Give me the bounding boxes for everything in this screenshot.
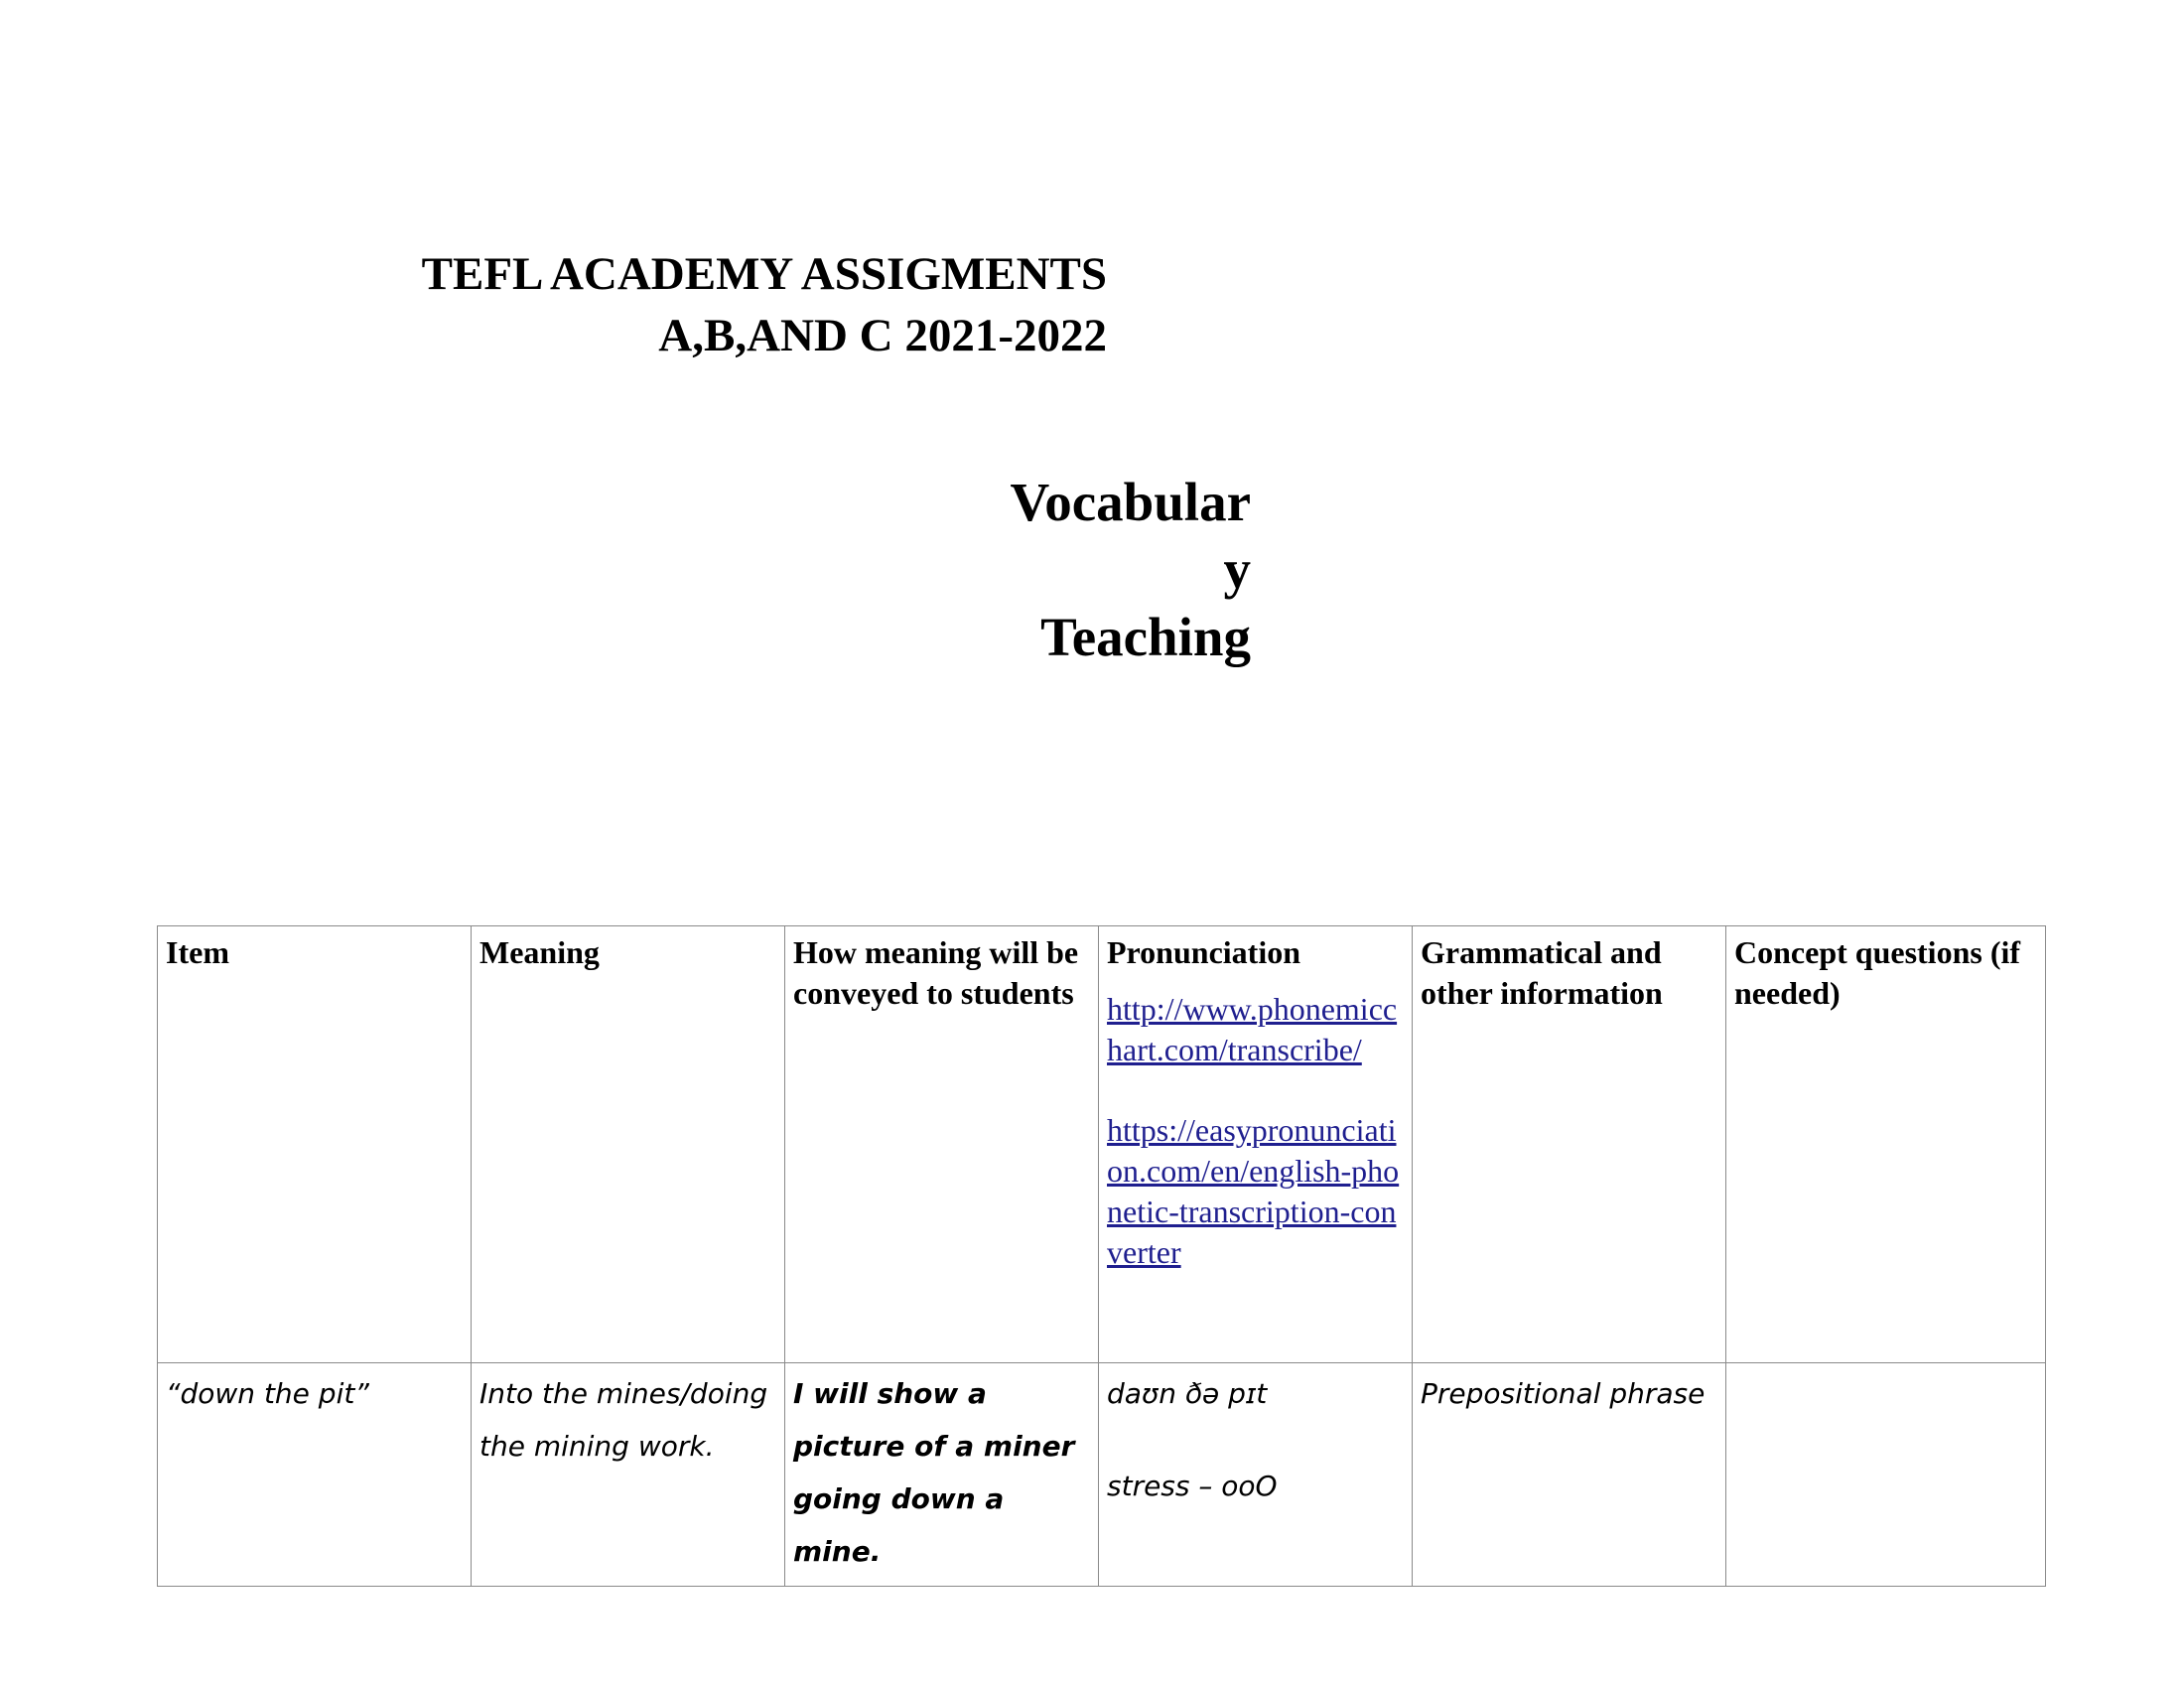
cell-meaning: Into the mines/doing the mining work. xyxy=(472,1363,785,1587)
header-grammar: Grammatical and other information xyxy=(1413,926,1726,1363)
cell-conveyed: I will show a picture of a miner going down a mine. xyxy=(785,1363,1099,1587)
cell-pronunciation xyxy=(1099,1363,1413,1587)
header-pronunciation xyxy=(1099,926,1413,1363)
document-title xyxy=(357,243,1107,366)
subtitle-line-2: y xyxy=(1223,539,1251,600)
pronunciation-links xyxy=(1107,989,1404,1273)
subtitle-line-3: Teaching xyxy=(1040,607,1251,667)
header-meaning: Meaning xyxy=(472,926,785,1363)
header-conveyed: How meaning will be conveyed to students xyxy=(785,926,1099,1363)
document-subtitle xyxy=(943,469,1251,671)
cell-concept xyxy=(1726,1363,2046,1587)
stress-pattern: stress – ooO xyxy=(1107,1470,1278,1502)
header-pronunciation-label: Pronunciation xyxy=(1107,934,1300,970)
table-row xyxy=(158,1363,2046,1587)
header-item: Item xyxy=(158,926,472,1363)
cell-grammar: Prepositional phrase xyxy=(1413,1363,1726,1587)
phonemic-chart-link[interactable]: http://www.phonemicchart.com/transcribe/ xyxy=(1107,991,1398,1067)
cell-item: “down the pit” xyxy=(158,1363,472,1587)
title-line-1: TEFL ACADEMY ASSIGMENTS xyxy=(421,248,1107,300)
title-line-2: A,B,AND C 2021-2022 xyxy=(658,310,1107,361)
phonetic-transcription: daʊn ðə pɪt xyxy=(1107,1377,1268,1410)
header-concept: Concept questions (if needed) xyxy=(1726,926,2046,1363)
vocabulary-table xyxy=(157,925,2046,1587)
subtitle-line-1: Vocabular xyxy=(1010,472,1251,532)
easy-pronunciation-link[interactable]: https://easypronunciation.com/en/english-phonetic-transcription-converter xyxy=(1107,1112,1400,1270)
table-header-row xyxy=(158,926,2046,1363)
